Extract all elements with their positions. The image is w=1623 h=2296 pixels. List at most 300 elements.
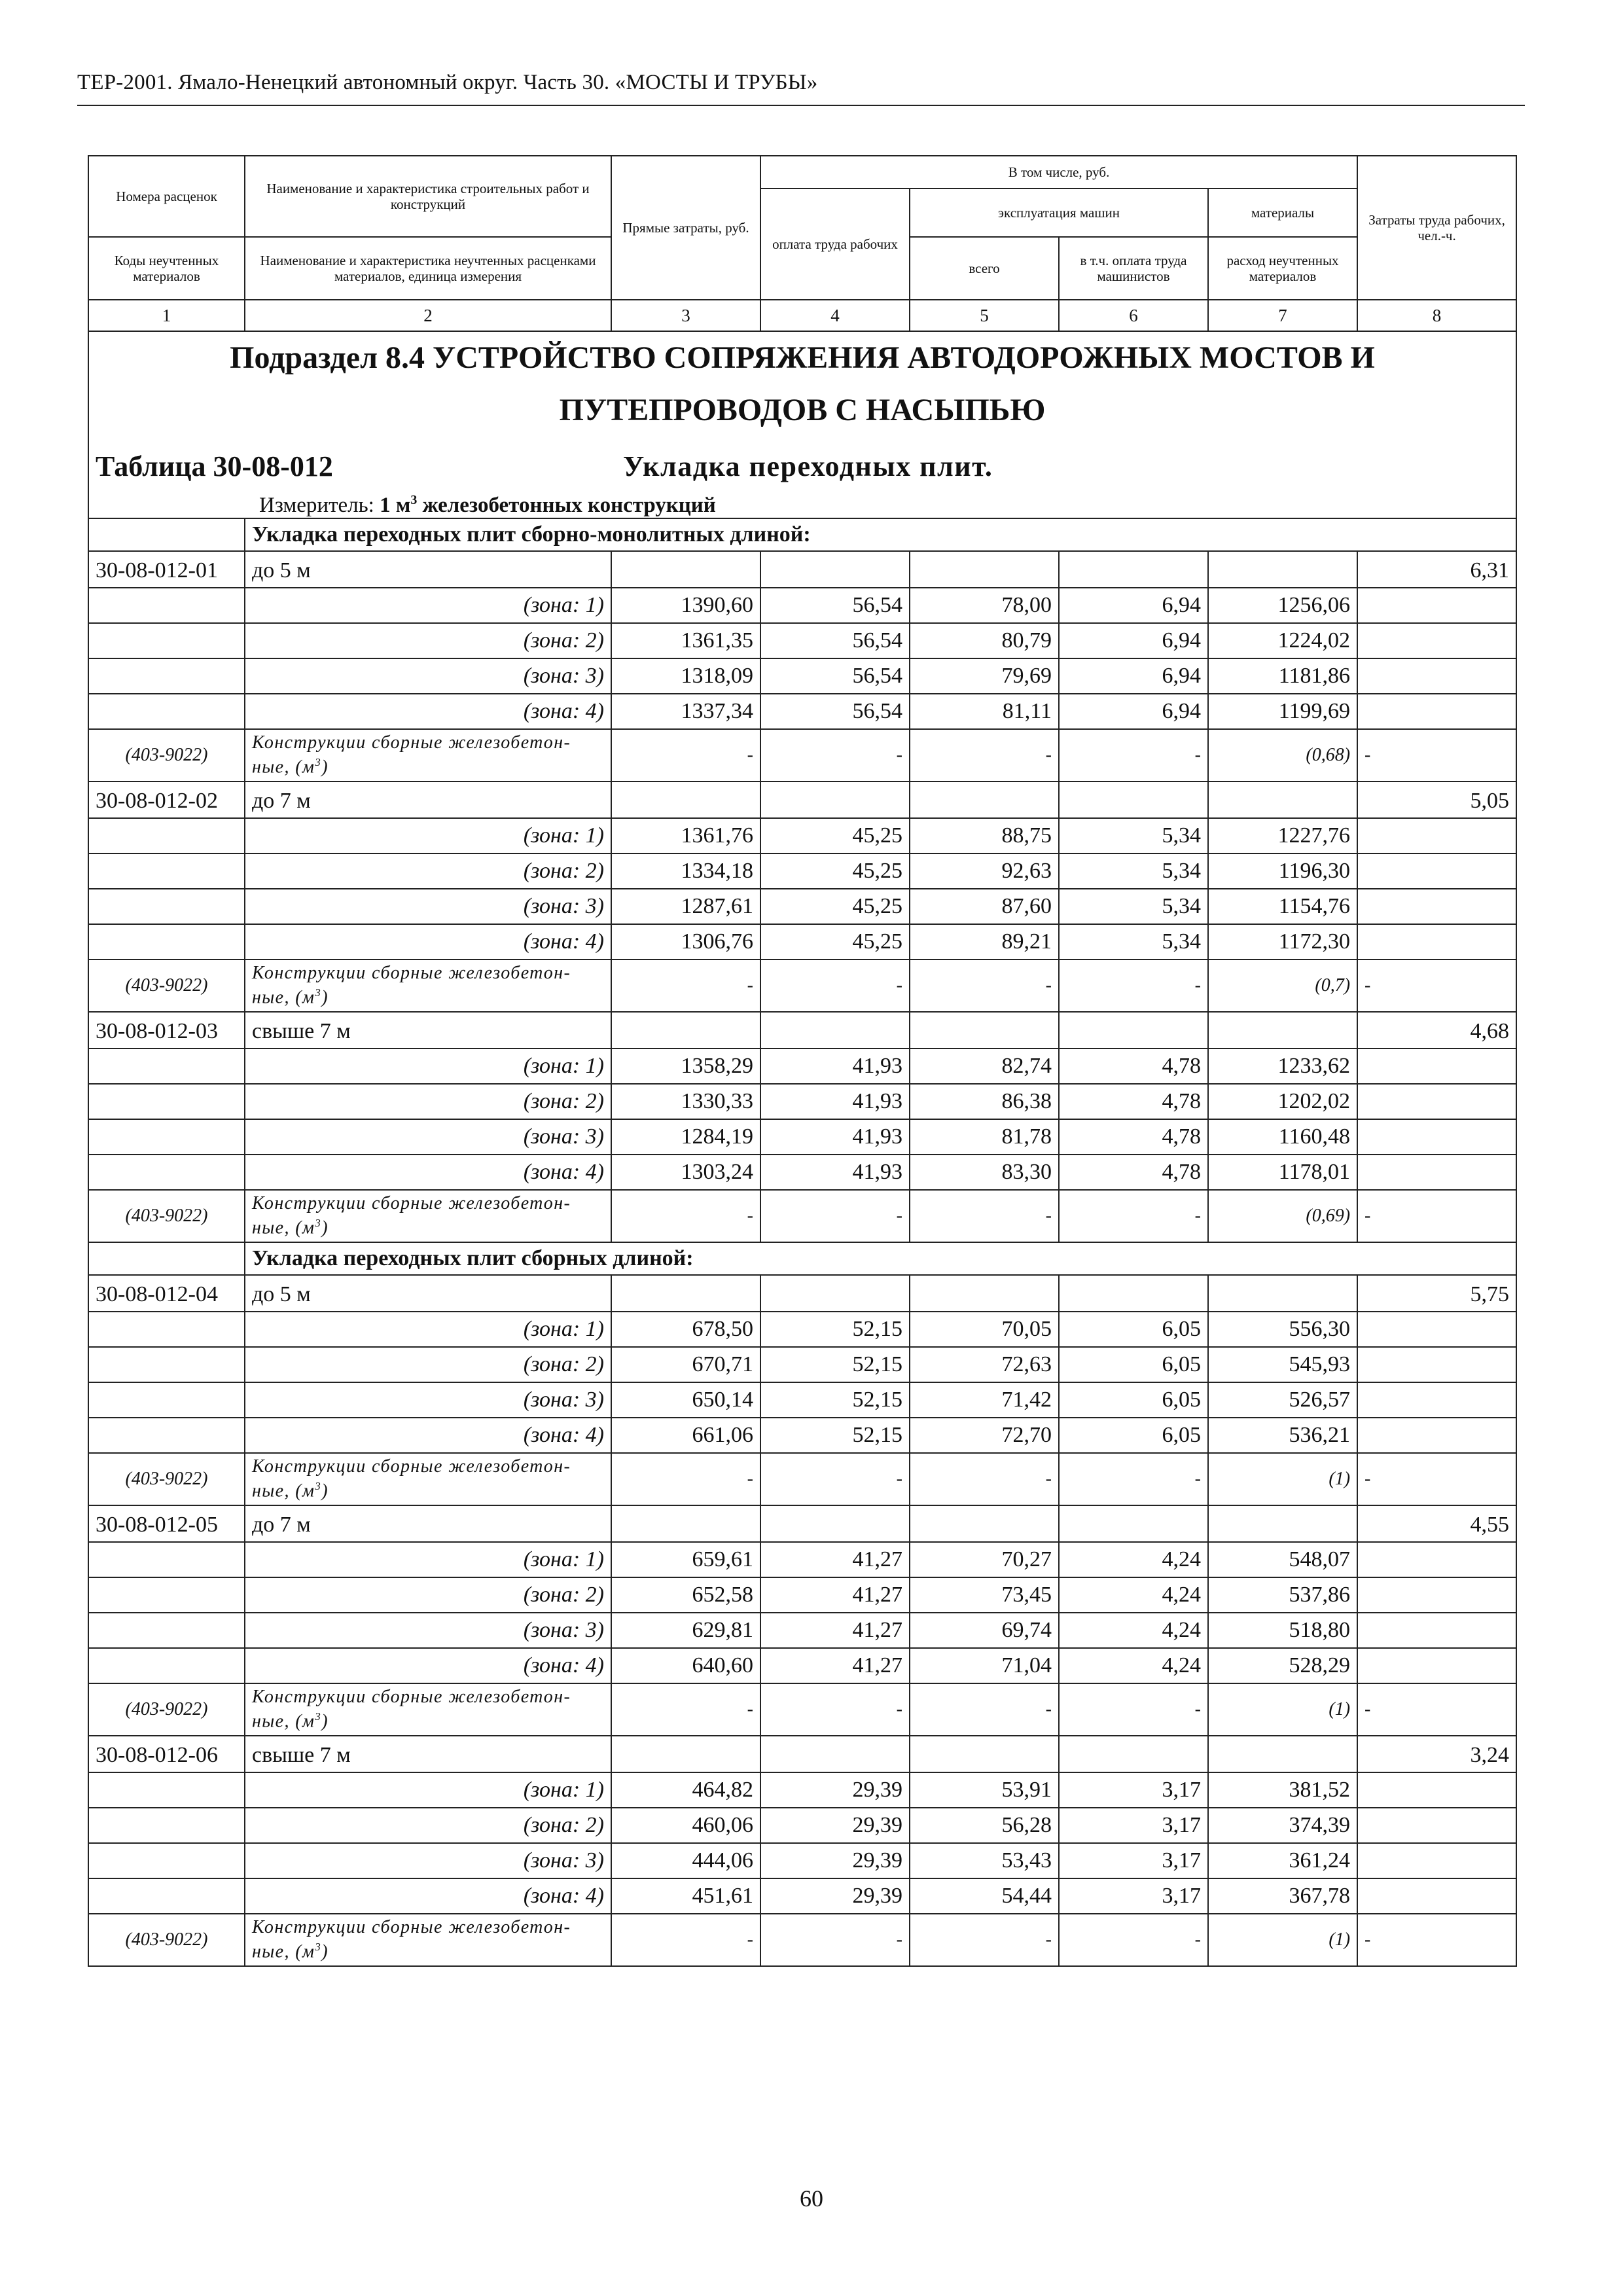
machine-total: 72,63: [910, 1347, 1059, 1382]
rate-name: до 5 м: [245, 551, 611, 588]
col-number: 3: [611, 300, 760, 331]
dash-cell: -: [1357, 1453, 1516, 1505]
header-col1-top: Номера расценок: [88, 156, 245, 237]
dash-cell: -: [910, 960, 1059, 1012]
material-row: [88, 1683, 1516, 1736]
header-incl: В том числе, руб.: [760, 156, 1357, 188]
zone-row: [88, 1878, 1516, 1914]
zone-label: (зона: 2): [245, 1084, 611, 1119]
empty-cell: [611, 781, 760, 818]
empty-cell: [88, 1347, 245, 1382]
rate-code: 30-08-012-05: [88, 1505, 245, 1542]
header-materials: материалы: [1208, 188, 1357, 237]
direct-cost: 659,61: [611, 1542, 760, 1577]
header-rule: [77, 105, 1525, 106]
dash-cell: -: [1059, 960, 1208, 1012]
empty-cell: [88, 623, 245, 658]
zone-label: (зона: 1): [245, 1312, 611, 1347]
zone-label: (зона: 3): [245, 1613, 611, 1648]
empty-cell: [1357, 588, 1516, 623]
machinist-pay: 4,24: [1059, 1577, 1208, 1613]
zone-label: (зона: 2): [245, 623, 611, 658]
zone-label: (зона: 3): [245, 1119, 611, 1155]
header-col8: Затраты труда рабочих, чел.-ч.: [1357, 156, 1516, 300]
direct-cost: 1284,19: [611, 1119, 760, 1155]
empty-cell: [1357, 1878, 1516, 1914]
empty-cell: [910, 1012, 1059, 1049]
materials-cost: 374,39: [1208, 1808, 1357, 1843]
direct-cost: 1358,29: [611, 1049, 760, 1084]
material-row: [88, 1190, 1516, 1242]
material-code: (403-9022): [88, 1683, 245, 1736]
zone-label: (зона: 1): [245, 1772, 611, 1808]
direct-cost: 1306,76: [611, 924, 760, 960]
dash-cell: -: [611, 1683, 760, 1736]
zone-label: (зона: 1): [245, 588, 611, 623]
dash-cell: -: [910, 729, 1059, 781]
machinist-pay: 5,34: [1059, 818, 1208, 853]
worker-pay: 56,54: [760, 694, 910, 729]
empty-cell: [1357, 1382, 1516, 1418]
material-unit-sup: 3: [315, 1710, 322, 1723]
materials-cost: 1181,86: [1208, 658, 1357, 694]
dash-cell: -: [760, 1190, 910, 1242]
machine-total: 71,04: [910, 1648, 1059, 1683]
material-name-line2: ные, (м: [252, 757, 315, 778]
header-col5: всего: [910, 237, 1059, 300]
zone-row: [88, 1084, 1516, 1119]
measure-line: [96, 493, 1509, 518]
zone-row: [88, 1347, 1516, 1382]
machinist-pay: 5,34: [1059, 889, 1208, 924]
direct-cost: 451,61: [611, 1878, 760, 1914]
material-qty: (0,68): [1208, 729, 1357, 781]
materials-cost: 1160,48: [1208, 1119, 1357, 1155]
empty-cell: [88, 889, 245, 924]
materials-cost: 361,24: [1208, 1843, 1357, 1878]
zone-label: (зона: 2): [245, 1577, 611, 1613]
worker-pay: 29,39: [760, 1772, 910, 1808]
empty-cell: [88, 694, 245, 729]
worker-pay: 29,39: [760, 1808, 910, 1843]
empty-cell: [1357, 1155, 1516, 1190]
zone-row: [88, 1613, 1516, 1648]
material-unit-close: ): [321, 757, 329, 778]
worker-pay: 41,27: [760, 1648, 910, 1683]
rate-code: 30-08-012-02: [88, 781, 245, 818]
empty-cell: [1357, 1577, 1516, 1613]
rate-code: 30-08-012-04: [88, 1275, 245, 1312]
empty-cell: [1357, 889, 1516, 924]
machine-total: 82,74: [910, 1049, 1059, 1084]
zone-row: [88, 658, 1516, 694]
col-number: 5: [910, 300, 1059, 331]
machine-total: 89,21: [910, 924, 1059, 960]
zone-label: (зона: 2): [245, 1808, 611, 1843]
labor-cost: 4,68: [1357, 1012, 1516, 1049]
material-code: (403-9022): [88, 960, 245, 1012]
machine-total: 73,45: [910, 1577, 1059, 1613]
labor-cost: 5,05: [1357, 781, 1516, 818]
zone-label: (зона: 3): [245, 1382, 611, 1418]
material-name-line1: Конструкции сборные железобетон-: [252, 732, 571, 753]
material-name: [245, 1453, 611, 1505]
empty-cell: [760, 1736, 910, 1772]
materials-cost: 526,57: [1208, 1382, 1357, 1418]
labor-cost: 4,55: [1357, 1505, 1516, 1542]
materials-cost: 556,30: [1208, 1312, 1357, 1347]
dash-cell: -: [910, 1914, 1059, 1966]
material-unit-close: ): [321, 1217, 329, 1238]
materials-cost: 1172,30: [1208, 924, 1357, 960]
table-caption: [96, 450, 1509, 489]
empty-cell: [88, 1119, 245, 1155]
material-name: [245, 1190, 611, 1242]
measure-value: 1 м: [380, 493, 411, 517]
col-number: 6: [1059, 300, 1208, 331]
dash-cell: -: [910, 1453, 1059, 1505]
direct-cost: 640,60: [611, 1648, 760, 1683]
subsection-block: [88, 331, 1516, 518]
dash-cell: -: [1059, 1914, 1208, 1966]
zone-label: (зона: 4): [245, 1878, 611, 1914]
group-row: [88, 1242, 1516, 1275]
material-qty: (0,7): [1208, 960, 1357, 1012]
direct-cost: 1303,24: [611, 1155, 760, 1190]
zone-row: [88, 818, 1516, 853]
rate-row: [88, 1736, 1516, 1772]
zone-row: [88, 1155, 1516, 1190]
zone-row: [88, 623, 1516, 658]
subsection-title-line1: Подраздел 8.4 УСТРОЙСТВО СОПРЯЖЕНИЯ АВТОДОРОЖНЫХ МОСТОВ И: [230, 340, 1375, 375]
material-code: (403-9022): [88, 1914, 245, 1966]
worker-pay: 41,93: [760, 1155, 910, 1190]
material-name-line1: Конструкции сборные железобетон-: [252, 1687, 571, 1708]
material-qty: (0,69): [1208, 1190, 1357, 1242]
header-col7: расход неучтенных материалов: [1208, 237, 1357, 300]
material-name: [245, 1683, 611, 1736]
zone-row: [88, 1119, 1516, 1155]
zone-label: (зона: 4): [245, 694, 611, 729]
direct-cost: 670,71: [611, 1347, 760, 1382]
materials-cost: 367,78: [1208, 1878, 1357, 1914]
rate-row: [88, 781, 1516, 818]
material-name-line1: Конструкции сборные железобетон-: [252, 1917, 571, 1938]
empty-cell: [1208, 1505, 1357, 1542]
materials-cost: 1202,02: [1208, 1084, 1357, 1119]
empty-cell: [88, 818, 245, 853]
direct-cost: 464,82: [611, 1772, 760, 1808]
empty-cell: [1357, 1843, 1516, 1878]
empty-cell: [1059, 1012, 1208, 1049]
dash-cell: -: [760, 1914, 910, 1966]
empty-cell: [1357, 1648, 1516, 1683]
machinist-pay: 4,78: [1059, 1049, 1208, 1084]
materials-cost: 545,93: [1208, 1347, 1357, 1382]
material-unit-sup: 3: [315, 1217, 322, 1230]
machinist-pay: 6,05: [1059, 1382, 1208, 1418]
worker-pay: 29,39: [760, 1878, 910, 1914]
zone-row: [88, 1418, 1516, 1453]
material-unit-sup: 3: [315, 986, 322, 999]
material-name: [245, 729, 611, 781]
measure-sup: 3: [410, 493, 418, 507]
measure-rest: железобетонных конструкций: [422, 493, 716, 517]
material-unit-sup: 3: [315, 1941, 322, 1954]
empty-cell: [611, 1505, 760, 1542]
material-row: [88, 1914, 1516, 1966]
worker-pay: 52,15: [760, 1418, 910, 1453]
machine-total: 54,44: [910, 1878, 1059, 1914]
direct-cost: 629,81: [611, 1613, 760, 1648]
header-col2-bottom: Наименование и характеристика неучтенных расценками материалов, единица измерения: [245, 237, 611, 300]
rate-name: до 7 м: [245, 781, 611, 818]
rate-row: [88, 1505, 1516, 1542]
materials-cost: 1154,76: [1208, 889, 1357, 924]
direct-cost: 1330,33: [611, 1084, 760, 1119]
material-unit-sup: 3: [315, 1480, 322, 1493]
machinist-pay: 6,05: [1059, 1312, 1208, 1347]
direct-cost: 1361,76: [611, 818, 760, 853]
dash-cell: -: [910, 1190, 1059, 1242]
dash-cell: -: [1357, 960, 1516, 1012]
empty-cell: [1357, 1772, 1516, 1808]
zone-row: [88, 1843, 1516, 1878]
group-spacer: [88, 1242, 245, 1275]
zone-row: [88, 1808, 1516, 1843]
materials-cost: 1199,69: [1208, 694, 1357, 729]
empty-cell: [88, 588, 245, 623]
material-name-line2: ные, (м: [252, 1480, 315, 1501]
empty-cell: [88, 658, 245, 694]
machinist-pay: 6,94: [1059, 694, 1208, 729]
empty-cell: [760, 781, 910, 818]
zone-row: [88, 1648, 1516, 1683]
machine-total: 78,00: [910, 588, 1059, 623]
dash-cell: -: [611, 1190, 760, 1242]
machine-total: 86,38: [910, 1084, 1059, 1119]
empty-cell: [1357, 924, 1516, 960]
dash-cell: -: [1059, 1190, 1208, 1242]
direct-cost: 678,50: [611, 1312, 760, 1347]
machine-total: 56,28: [910, 1808, 1059, 1843]
empty-cell: [1357, 623, 1516, 658]
material-name: [245, 1914, 611, 1966]
empty-cell: [1059, 781, 1208, 818]
col-number: 7: [1208, 300, 1357, 331]
dash-cell: -: [760, 1453, 910, 1505]
empty-cell: [1357, 1049, 1516, 1084]
data-table-region: [88, 518, 1516, 1966]
labor-cost: 3,24: [1357, 1736, 1516, 1772]
group-spacer: [88, 518, 245, 551]
worker-pay: 52,15: [760, 1312, 910, 1347]
material-unit-close: ): [321, 1711, 329, 1732]
group-title: Укладка переходных плит сборных длиной:: [245, 1242, 1516, 1275]
empty-cell: [1357, 1084, 1516, 1119]
empty-cell: [88, 1843, 245, 1878]
zone-row: [88, 694, 1516, 729]
empty-cell: [88, 1084, 245, 1119]
zone-label: (зона: 1): [245, 818, 611, 853]
empty-cell: [1357, 1542, 1516, 1577]
empty-cell: [760, 1505, 910, 1542]
empty-cell: [1208, 1275, 1357, 1312]
worker-pay: 56,54: [760, 623, 910, 658]
material-name-line1: Конструкции сборные железобетон-: [252, 1193, 571, 1214]
zone-label: (зона: 3): [245, 1843, 611, 1878]
worker-pay: 41,27: [760, 1613, 910, 1648]
materials-cost: 548,07: [1208, 1542, 1357, 1577]
dash-cell: -: [611, 1914, 760, 1966]
empty-cell: [910, 1505, 1059, 1542]
worker-pay: 41,27: [760, 1577, 910, 1613]
empty-cell: [88, 1648, 245, 1683]
zone-label: (зона: 2): [245, 853, 611, 889]
materials-cost: 518,80: [1208, 1613, 1357, 1648]
machinist-pay: 4,78: [1059, 1119, 1208, 1155]
material-row: [88, 1453, 1516, 1505]
empty-cell: [1208, 1736, 1357, 1772]
col-number: 4: [760, 300, 910, 331]
material-unit-close: ): [321, 1941, 329, 1962]
material-unit-close: ): [321, 987, 329, 1008]
header-col4: оплата труда рабочих: [760, 188, 910, 300]
rates-table: [88, 155, 1517, 1967]
group-row: [88, 518, 1516, 551]
machinist-pay: 4,24: [1059, 1648, 1208, 1683]
worker-pay: 56,54: [760, 588, 910, 623]
machine-total: 71,42: [910, 1382, 1059, 1418]
zone-label: (зона: 3): [245, 658, 611, 694]
worker-pay: 41,93: [760, 1084, 910, 1119]
zone-label: (зона: 2): [245, 1347, 611, 1382]
machine-total: 92,63: [910, 853, 1059, 889]
zone-label: (зона: 3): [245, 889, 611, 924]
empty-cell: [1208, 551, 1357, 588]
direct-cost: 1334,18: [611, 853, 760, 889]
dash-cell: -: [1059, 729, 1208, 781]
empty-cell: [611, 1275, 760, 1312]
zone-row: [88, 1382, 1516, 1418]
empty-cell: [760, 1275, 910, 1312]
zone-row: [88, 1312, 1516, 1347]
empty-cell: [1357, 1613, 1516, 1648]
dash-cell: -: [611, 1453, 760, 1505]
dash-cell: -: [1357, 1190, 1516, 1242]
empty-cell: [760, 551, 910, 588]
direct-cost: 661,06: [611, 1418, 760, 1453]
direct-cost: 460,06: [611, 1808, 760, 1843]
zone-row: [88, 889, 1516, 924]
empty-cell: [88, 1613, 245, 1648]
direct-cost: 1337,34: [611, 694, 760, 729]
material-name-line2: ные, (м: [252, 1941, 315, 1962]
machinist-pay: 4,24: [1059, 1613, 1208, 1648]
empty-cell: [1357, 1418, 1516, 1453]
material-row: [88, 960, 1516, 1012]
rate-code: 30-08-012-06: [88, 1736, 245, 1772]
col-number: 1: [88, 300, 245, 331]
empty-cell: [910, 1736, 1059, 1772]
machine-total: 70,27: [910, 1542, 1059, 1577]
empty-cell: [611, 1012, 760, 1049]
zone-label: (зона: 4): [245, 924, 611, 960]
worker-pay: 45,25: [760, 889, 910, 924]
empty-cell: [611, 551, 760, 588]
empty-cell: [1059, 1736, 1208, 1772]
material-name: [245, 960, 611, 1012]
dash-cell: -: [1357, 729, 1516, 781]
material-unit-sup: 3: [315, 756, 322, 769]
zone-row: [88, 1772, 1516, 1808]
empty-cell: [1208, 781, 1357, 818]
materials-cost: 528,29: [1208, 1648, 1357, 1683]
machinist-pay: 5,34: [1059, 853, 1208, 889]
worker-pay: 41,27: [760, 1542, 910, 1577]
rate-name: свыше 7 м: [245, 1736, 611, 1772]
machinist-pay: 3,17: [1059, 1772, 1208, 1808]
machinist-pay: 4,78: [1059, 1084, 1208, 1119]
empty-cell: [1357, 1119, 1516, 1155]
group-title: Укладка переходных плит сборно-монолитных длиной:: [245, 518, 1516, 551]
rate-name: до 7 м: [245, 1505, 611, 1542]
measure-label: Измеритель:: [259, 493, 374, 517]
machinist-pay: 3,17: [1059, 1878, 1208, 1914]
direct-cost: 1361,35: [611, 623, 760, 658]
empty-cell: [1357, 1808, 1516, 1843]
machinist-pay: 4,24: [1059, 1542, 1208, 1577]
empty-cell: [1357, 658, 1516, 694]
material-row: [88, 729, 1516, 781]
empty-cell: [1357, 1312, 1516, 1347]
machinist-pay: 6,94: [1059, 658, 1208, 694]
machinist-pay: 6,94: [1059, 623, 1208, 658]
machine-total: 69,74: [910, 1613, 1059, 1648]
rate-row: [88, 551, 1516, 588]
empty-cell: [910, 1275, 1059, 1312]
materials-cost: 536,21: [1208, 1418, 1357, 1453]
worker-pay: 45,25: [760, 818, 910, 853]
materials-cost: 1233,62: [1208, 1049, 1357, 1084]
material-qty: (1): [1208, 1914, 1357, 1966]
empty-cell: [88, 924, 245, 960]
direct-cost: 650,14: [611, 1382, 760, 1418]
machinist-pay: 5,34: [1059, 924, 1208, 960]
machine-total: 72,70: [910, 1418, 1059, 1453]
machine-total: 79,69: [910, 658, 1059, 694]
dash-cell: -: [910, 1683, 1059, 1736]
running-head: ТЕР-2001. Ямало-Ненецкий автономный округ. Часть 30. «МОСТЫ И ТРУБЫ»: [77, 71, 818, 94]
zone-row: [88, 853, 1516, 889]
material-code: (403-9022): [88, 1453, 245, 1505]
dash-cell: -: [1059, 1453, 1208, 1505]
worker-pay: 52,15: [760, 1347, 910, 1382]
empty-cell: [1357, 818, 1516, 853]
table-number: Таблица 30-08-012: [96, 450, 333, 482]
zone-row: [88, 1542, 1516, 1577]
direct-cost: 652,58: [611, 1577, 760, 1613]
empty-cell: [1208, 1012, 1357, 1049]
empty-cell: [88, 1312, 245, 1347]
machine-total: 53,43: [910, 1843, 1059, 1878]
empty-cell: [88, 1155, 245, 1190]
header-col3: Прямые затраты, руб.: [611, 156, 760, 300]
empty-cell: [88, 1808, 245, 1843]
empty-cell: [1059, 1275, 1208, 1312]
material-code: (403-9022): [88, 729, 245, 781]
rate-row: [88, 1012, 1516, 1049]
